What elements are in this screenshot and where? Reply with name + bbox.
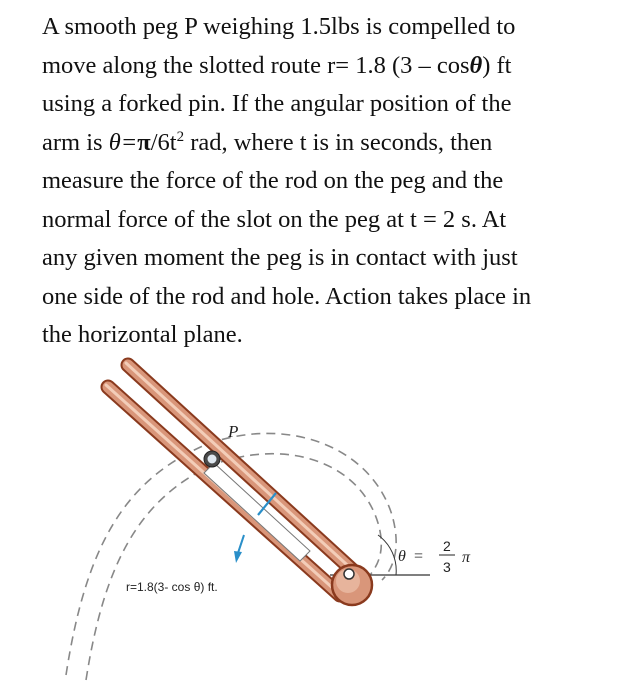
theta-equals: θ= xyxy=(108,128,138,156)
problem-line-1: A smooth peg P weighing 1.5lbs is compelled to xyxy=(42,13,516,40)
pi-symbol: π xyxy=(137,128,151,156)
problem-line-6: normal force of the slot on the peg at t = 2 s. At xyxy=(42,205,507,233)
problem-line-8: one side of the rod and hole. Action takes place in xyxy=(42,282,532,310)
angle-arc xyxy=(378,535,396,575)
problem-line-2: move along the slotted route r= 1.8 (3 – cosθ) ft xyxy=(42,51,512,79)
equals-label: = xyxy=(414,548,424,565)
peg xyxy=(204,451,220,467)
theta-label: θ xyxy=(398,548,406,565)
problem-statement xyxy=(42,8,622,355)
pivot-pin xyxy=(344,569,354,579)
pi-label: π xyxy=(462,549,471,566)
problem-line-7: any given moment the peg is in contact with just xyxy=(42,244,518,271)
peg-label: P xyxy=(228,422,239,441)
path-equation-label: r=1.8(3- cos θ) ft. xyxy=(126,580,218,594)
problem-line-9: the horizontal plane. xyxy=(42,321,243,348)
fraction-denominator: 3 xyxy=(443,559,451,575)
slotted-path-figure xyxy=(0,355,635,700)
force-arrow xyxy=(234,535,244,563)
fraction-numerator: 2 xyxy=(443,538,451,554)
theta-symbol: θ xyxy=(469,51,483,79)
exponent: 2 xyxy=(176,128,185,145)
problem-line-3: using a forked pin. If the angular position of the xyxy=(42,90,512,117)
problem-line-4: arm is $\theta=\pi/6t^2$ rad, where t is in seconds, then xyxy=(42,128,493,156)
problem-line-5: measure the force of the rod on the peg and the xyxy=(42,167,504,194)
